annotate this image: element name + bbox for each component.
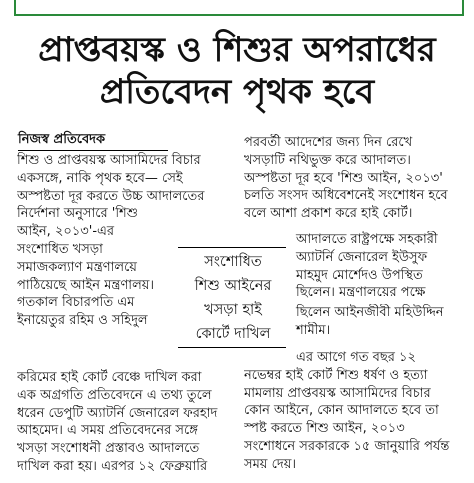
body-line: দাখিল করা হয়। এরপর ১২ ফেব্রুয়ারি bbox=[17, 458, 208, 474]
body-line: এক অগ্রগতি প্রতিবেদনে এ তথ্য তুলে bbox=[17, 387, 212, 403]
body-line: স্পষ্ট করতে শিশু আইন, ২০১৩ bbox=[244, 421, 405, 437]
pullquote-bottom-rule bbox=[178, 347, 286, 348]
body-line: গতকাল বিচারপতি এম bbox=[17, 295, 135, 311]
body-line: সমাজকল্যাণ মন্ত্রণালয়ে bbox=[17, 259, 137, 275]
body-line: করিমের হাই কোর্ট বেঞ্চে দাখিল করা bbox=[17, 370, 202, 385]
body-line: মাহমুদ মোর্শেদও উপস্থিত bbox=[296, 267, 423, 283]
body-line: এর আগে গত বছর ১২ bbox=[296, 350, 416, 365]
body-line: একসঙ্গে, নাকি পৃথক হবে— সেই bbox=[17, 170, 183, 186]
body-line: ইনায়েতুর রহিম ও সহিদুল bbox=[17, 313, 148, 329]
body-line: অস্পষ্টতা দূর হবে 'শিশু আইন, ২০১৩' bbox=[244, 170, 443, 186]
pullquote-line: শিশু আইনের bbox=[194, 278, 272, 294]
body-line: ছিলেন। মন্ত্রণালয়ের পক্ষে bbox=[296, 285, 426, 301]
body-line: পাঠিয়েছে আইন মন্ত্রণালয়। bbox=[17, 277, 155, 293]
pullquote bbox=[178, 249, 288, 347]
body-line: নভেম্বর হাই কোর্ট শিশু ধর্ষণ ও হত্যা bbox=[244, 367, 428, 383]
byline-underline bbox=[18, 150, 168, 151]
headline-line-1: প্রাপ্তবয়স্ক ও শিশুর অপরাধের bbox=[38, 30, 436, 70]
byline: নিজস্ব প্রতিবেদক bbox=[18, 132, 106, 147]
right-column-end bbox=[244, 349, 460, 474]
body-line: সংশোধনে সরকারকে ১৫ জানুয়ারি পর্যন্ত bbox=[244, 438, 450, 454]
body-line: পরবর্তী আদেশের জন্য দিন রেখে bbox=[244, 135, 413, 150]
top-border-frame bbox=[14, 0, 464, 16]
body-line: চলতি সংসদ অধিবেশনেই সংশোধন হবে bbox=[244, 188, 448, 204]
body-line: শামীম। bbox=[296, 322, 331, 338]
body-line: সময় দেয়। bbox=[244, 456, 297, 472]
body-line: সংশোধিত খসড়া bbox=[17, 241, 103, 257]
body-line: শিশু ও প্রাপ্তবয়স্ক আসামিদের বিচার bbox=[17, 153, 201, 168]
body-line: আইন, ২০১৩'-এর bbox=[17, 224, 115, 240]
body-line: মামলায় প্রাপ্তবয়স্ক আসামিদের বিচার bbox=[244, 385, 431, 401]
pullquote-top-rule bbox=[178, 247, 286, 248]
body-line: ধরেন ডেপুটি অ্যাটর্নি জেনারেল ফরহাদ bbox=[17, 405, 218, 421]
body-line: অ্যাটর্নি জেনারেল ইউসুফ bbox=[296, 249, 428, 265]
body-line: ছিলেন আইনজীবী মহিউদ্দিন bbox=[296, 305, 444, 320]
pullquote-line: সংশোধিত bbox=[204, 254, 262, 270]
body-line: খসড়াটি নথিভুক্ত করে আদালত। bbox=[244, 152, 411, 168]
paragraph-gap bbox=[244, 223, 460, 231]
body-line: অস্পষ্টতা দূর করতে উচ্চ আদালতের bbox=[17, 188, 205, 204]
body-line: আদালতে রাষ্ট্রপক্ষে সহকারী bbox=[296, 231, 438, 247]
body-line: আহমেদ। এ সময় প্রতিবেদনের সঙ্গে bbox=[17, 423, 198, 439]
pullquote-line: খসড়া হাই bbox=[204, 302, 262, 318]
body-line: বলে আশা প্রকাশ করে হাই কোর্ট। bbox=[244, 206, 413, 222]
left-column-continued bbox=[17, 369, 235, 476]
body-line: খসড়া সংশোধনী প্রস্তাবও আদালতে bbox=[17, 441, 200, 457]
headline-line-2: প্রতিবেদন পৃথক হবে bbox=[99, 72, 375, 112]
body-line: কোন আইনে, কোন আদালতে হবে তা bbox=[244, 403, 439, 419]
body-line: নির্দেশনা অনুসারে 'শিশু bbox=[17, 206, 138, 222]
pullquote-line: কোর্টে দাখিল bbox=[195, 326, 271, 342]
